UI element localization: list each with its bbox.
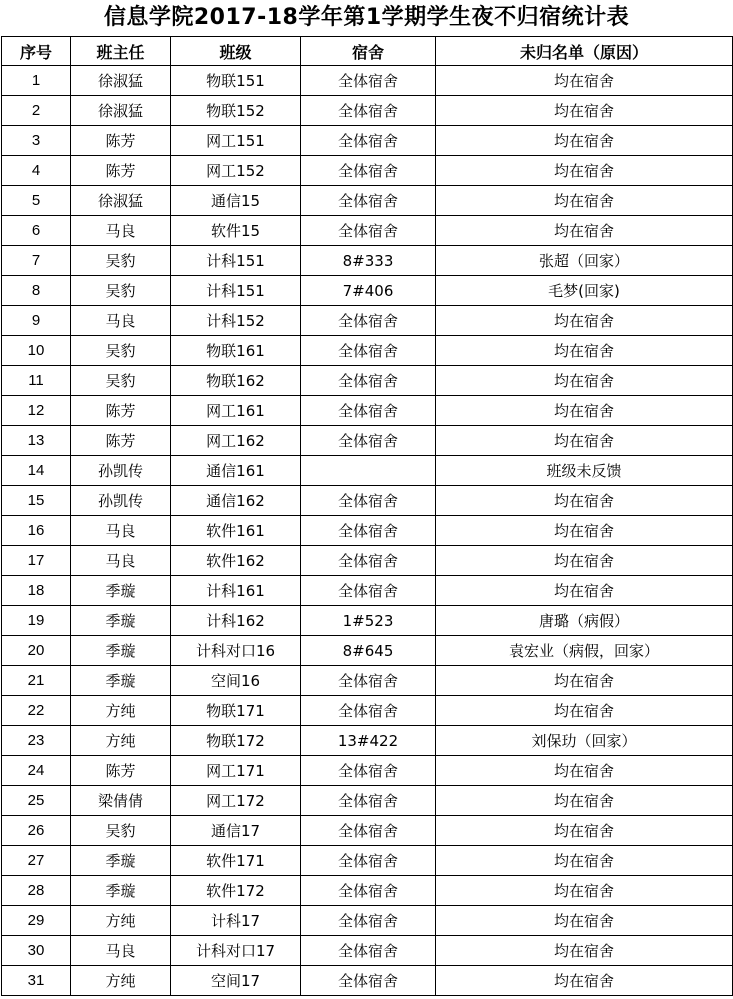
cell-teacher: 马良 <box>71 216 171 246</box>
cell-dorm: 全体宿舍 <box>301 876 436 906</box>
cell-teacher: 孙凯传 <box>71 486 171 516</box>
cell-absent-list: 袁宏业（病假，回家） <box>436 636 733 666</box>
cell-dorm: 13#422 <box>301 726 436 756</box>
cell-absent-list: 均在宿舍 <box>436 306 733 336</box>
cell-teacher: 孙凯传 <box>71 456 171 486</box>
table-row <box>2 156 733 186</box>
cell-teacher: 吴豹 <box>71 816 171 846</box>
cell-teacher: 陈芳 <box>71 396 171 426</box>
cell-index: 5 <box>2 186 71 216</box>
table-row <box>2 636 733 666</box>
cell-absent-list: 均在宿舍 <box>436 216 733 246</box>
cell-absent-list: 班级未反馈 <box>436 456 733 486</box>
cell-absent-list: 均在宿舍 <box>436 846 733 876</box>
cell-class: 空间17 <box>171 966 301 996</box>
cell-absent-list: 均在宿舍 <box>436 546 733 576</box>
cell-class: 软件171 <box>171 846 301 876</box>
cell-dorm: 全体宿舍 <box>301 846 436 876</box>
cell-index: 3 <box>2 126 71 156</box>
cell-index: 25 <box>2 786 71 816</box>
cell-dorm: 全体宿舍 <box>301 756 436 786</box>
cell-absent-list: 均在宿舍 <box>436 186 733 216</box>
cell-teacher: 马良 <box>71 516 171 546</box>
cell-teacher: 吴豹 <box>71 336 171 366</box>
cell-dorm: 全体宿舍 <box>301 936 436 966</box>
table-row <box>2 366 733 396</box>
cell-class: 软件172 <box>171 876 301 906</box>
dorm-absence-table <box>1 36 733 996</box>
cell-dorm: 全体宿舍 <box>301 366 436 396</box>
cell-index: 2 <box>2 96 71 126</box>
cell-dorm: 全体宿舍 <box>301 696 436 726</box>
table-row <box>2 126 733 156</box>
cell-teacher: 方纯 <box>71 966 171 996</box>
table-row <box>2 876 733 906</box>
cell-class: 物联161 <box>171 336 301 366</box>
cell-class: 网工172 <box>171 786 301 816</box>
sheet-title: 信息学院2017-18学年第1学期学生夜不归宿统计表 <box>103 5 630 30</box>
header-absent-list: 未归名单（原因） <box>436 37 733 66</box>
cell-dorm: 全体宿舍 <box>301 966 436 996</box>
cell-teacher: 徐淑猛 <box>71 66 171 96</box>
cell-index: 7 <box>2 246 71 276</box>
cell-index: 13 <box>2 426 71 456</box>
cell-absent-list: 均在宿舍 <box>436 426 733 456</box>
table-row <box>2 396 733 426</box>
cell-absent-list: 均在宿舍 <box>436 396 733 426</box>
table-row <box>2 486 733 516</box>
cell-dorm: 全体宿舍 <box>301 816 436 846</box>
cell-dorm: 全体宿舍 <box>301 336 436 366</box>
table-row <box>2 756 733 786</box>
cell-index: 14 <box>2 456 71 486</box>
cell-dorm: 全体宿舍 <box>301 156 436 186</box>
cell-index: 27 <box>2 846 71 876</box>
cell-class: 物联171 <box>171 696 301 726</box>
table-row <box>2 696 733 726</box>
cell-class: 物联152 <box>171 96 301 126</box>
cell-index: 30 <box>2 936 71 966</box>
cell-teacher: 马良 <box>71 936 171 966</box>
table-row <box>2 216 733 246</box>
cell-index: 26 <box>2 816 71 846</box>
cell-dorm: 全体宿舍 <box>301 786 436 816</box>
cell-index: 21 <box>2 666 71 696</box>
cell-absent-list: 均在宿舍 <box>436 96 733 126</box>
cell-class: 通信15 <box>171 186 301 216</box>
cell-dorm: 8#645 <box>301 636 436 666</box>
cell-class: 通信161 <box>171 456 301 486</box>
cell-absent-list: 均在宿舍 <box>436 156 733 186</box>
cell-teacher: 徐淑猛 <box>71 96 171 126</box>
cell-class: 计科对口16 <box>171 636 301 666</box>
cell-dorm: 全体宿舍 <box>301 486 436 516</box>
header-class: 班级 <box>171 37 301 66</box>
cell-teacher: 季璇 <box>71 636 171 666</box>
cell-dorm: 全体宿舍 <box>301 576 436 606</box>
cell-absent-list: 张超（回家） <box>436 246 733 276</box>
cell-dorm: 全体宿舍 <box>301 516 436 546</box>
cell-dorm <box>301 456 436 486</box>
cell-index: 16 <box>2 516 71 546</box>
cell-teacher: 方纯 <box>71 726 171 756</box>
cell-teacher: 方纯 <box>71 906 171 936</box>
cell-absent-list: 毛梦(回家) <box>436 276 733 306</box>
cell-absent-list: 均在宿舍 <box>436 486 733 516</box>
table-row <box>2 186 733 216</box>
cell-class: 物联151 <box>171 66 301 96</box>
table-row <box>2 456 733 486</box>
cell-index: 28 <box>2 876 71 906</box>
cell-dorm: 全体宿舍 <box>301 66 436 96</box>
cell-index: 23 <box>2 726 71 756</box>
cell-index: 20 <box>2 636 71 666</box>
cell-dorm: 全体宿舍 <box>301 306 436 336</box>
cell-index: 18 <box>2 576 71 606</box>
cell-class: 计科对口17 <box>171 936 301 966</box>
cell-class: 计科162 <box>171 606 301 636</box>
table-row <box>2 546 733 576</box>
cell-index: 10 <box>2 336 71 366</box>
cell-class: 网工152 <box>171 156 301 186</box>
cell-teacher: 季璇 <box>71 666 171 696</box>
cell-class: 软件161 <box>171 516 301 546</box>
cell-class: 计科152 <box>171 306 301 336</box>
header-index: 序号 <box>2 37 71 66</box>
table-row <box>2 336 733 366</box>
cell-index: 1 <box>2 66 71 96</box>
cell-absent-list: 均在宿舍 <box>436 126 733 156</box>
table-body <box>2 66 733 996</box>
cell-index: 8 <box>2 276 71 306</box>
cell-teacher: 陈芳 <box>71 156 171 186</box>
cell-dorm: 8#333 <box>301 246 436 276</box>
table-row <box>2 306 733 336</box>
table-row <box>2 906 733 936</box>
cell-class: 通信17 <box>171 816 301 846</box>
cell-index: 31 <box>2 966 71 996</box>
cell-class: 网工162 <box>171 426 301 456</box>
cell-absent-list: 唐璐（病假） <box>436 606 733 636</box>
cell-absent-list: 均在宿舍 <box>436 876 733 906</box>
cell-class: 网工161 <box>171 396 301 426</box>
table-row <box>2 846 733 876</box>
header-teacher: 班主任 <box>71 37 171 66</box>
cell-teacher: 梁倩倩 <box>71 786 171 816</box>
cell-dorm: 全体宿舍 <box>301 216 436 246</box>
table-row <box>2 666 733 696</box>
cell-absent-list: 均在宿舍 <box>436 936 733 966</box>
table-row <box>2 516 733 546</box>
cell-index: 9 <box>2 306 71 336</box>
cell-absent-list: 均在宿舍 <box>436 336 733 366</box>
cell-teacher: 季璇 <box>71 876 171 906</box>
cell-teacher: 马良 <box>71 546 171 576</box>
cell-teacher: 吴豹 <box>71 366 171 396</box>
table-row <box>2 576 733 606</box>
cell-absent-list: 均在宿舍 <box>436 696 733 726</box>
cell-index: 19 <box>2 606 71 636</box>
cell-class: 物联162 <box>171 366 301 396</box>
cell-absent-list: 均在宿舍 <box>436 756 733 786</box>
cell-dorm: 全体宿舍 <box>301 906 436 936</box>
table-row <box>2 816 733 846</box>
cell-index: 11 <box>2 366 71 396</box>
cell-teacher: 陈芳 <box>71 126 171 156</box>
cell-index: 4 <box>2 156 71 186</box>
cell-absent-list: 均在宿舍 <box>436 576 733 606</box>
header-row <box>2 37 733 66</box>
cell-class: 软件15 <box>171 216 301 246</box>
table-row <box>2 606 733 636</box>
cell-class: 软件162 <box>171 546 301 576</box>
table-row <box>2 246 733 276</box>
cell-index: 22 <box>2 696 71 726</box>
table-row <box>2 726 733 756</box>
cell-absent-list: 均在宿舍 <box>436 966 733 996</box>
cell-teacher: 陈芳 <box>71 426 171 456</box>
cell-class: 物联172 <box>171 726 301 756</box>
cell-index: 12 <box>2 396 71 426</box>
cell-absent-list: 刘保玏（回家） <box>436 726 733 756</box>
table-row <box>2 426 733 456</box>
cell-absent-list: 均在宿舍 <box>436 516 733 546</box>
cell-teacher: 季璇 <box>71 576 171 606</box>
cell-class: 网工171 <box>171 756 301 786</box>
header-dorm: 宿舍 <box>301 37 436 66</box>
cell-absent-list: 均在宿舍 <box>436 786 733 816</box>
cell-dorm: 全体宿舍 <box>301 546 436 576</box>
cell-dorm: 全体宿舍 <box>301 126 436 156</box>
cell-dorm: 全体宿舍 <box>301 666 436 696</box>
cell-index: 15 <box>2 486 71 516</box>
cell-dorm: 全体宿舍 <box>301 96 436 126</box>
cell-teacher: 吴豹 <box>71 276 171 306</box>
cell-class: 通信162 <box>171 486 301 516</box>
cell-index: 29 <box>2 906 71 936</box>
cell-dorm: 7#406 <box>301 276 436 306</box>
table-row <box>2 276 733 306</box>
cell-absent-list: 均在宿舍 <box>436 666 733 696</box>
cell-dorm: 全体宿舍 <box>301 396 436 426</box>
cell-index: 17 <box>2 546 71 576</box>
cell-absent-list: 均在宿舍 <box>436 66 733 96</box>
cell-teacher: 陈芳 <box>71 756 171 786</box>
cell-teacher: 季璇 <box>71 606 171 636</box>
cell-teacher: 方纯 <box>71 696 171 726</box>
cell-dorm: 1#523 <box>301 606 436 636</box>
cell-class: 计科151 <box>171 276 301 306</box>
table-row <box>2 66 733 96</box>
table-row <box>2 966 733 996</box>
cell-teacher: 吴豹 <box>71 246 171 276</box>
cell-class: 计科151 <box>171 246 301 276</box>
cell-teacher: 徐淑猛 <box>71 186 171 216</box>
table-row <box>2 786 733 816</box>
cell-index: 24 <box>2 756 71 786</box>
table-row <box>2 96 733 126</box>
cell-absent-list: 均在宿舍 <box>436 906 733 936</box>
cell-class: 计科161 <box>171 576 301 606</box>
cell-absent-list: 均在宿舍 <box>436 366 733 396</box>
cell-class: 网工151 <box>171 126 301 156</box>
table-row <box>2 936 733 966</box>
cell-teacher: 马良 <box>71 306 171 336</box>
cell-teacher: 季璇 <box>71 846 171 876</box>
cell-dorm: 全体宿舍 <box>301 426 436 456</box>
cell-dorm: 全体宿舍 <box>301 186 436 216</box>
cell-class: 空间16 <box>171 666 301 696</box>
cell-absent-list: 均在宿舍 <box>436 816 733 846</box>
cell-index: 6 <box>2 216 71 246</box>
cell-class: 计科17 <box>171 906 301 936</box>
